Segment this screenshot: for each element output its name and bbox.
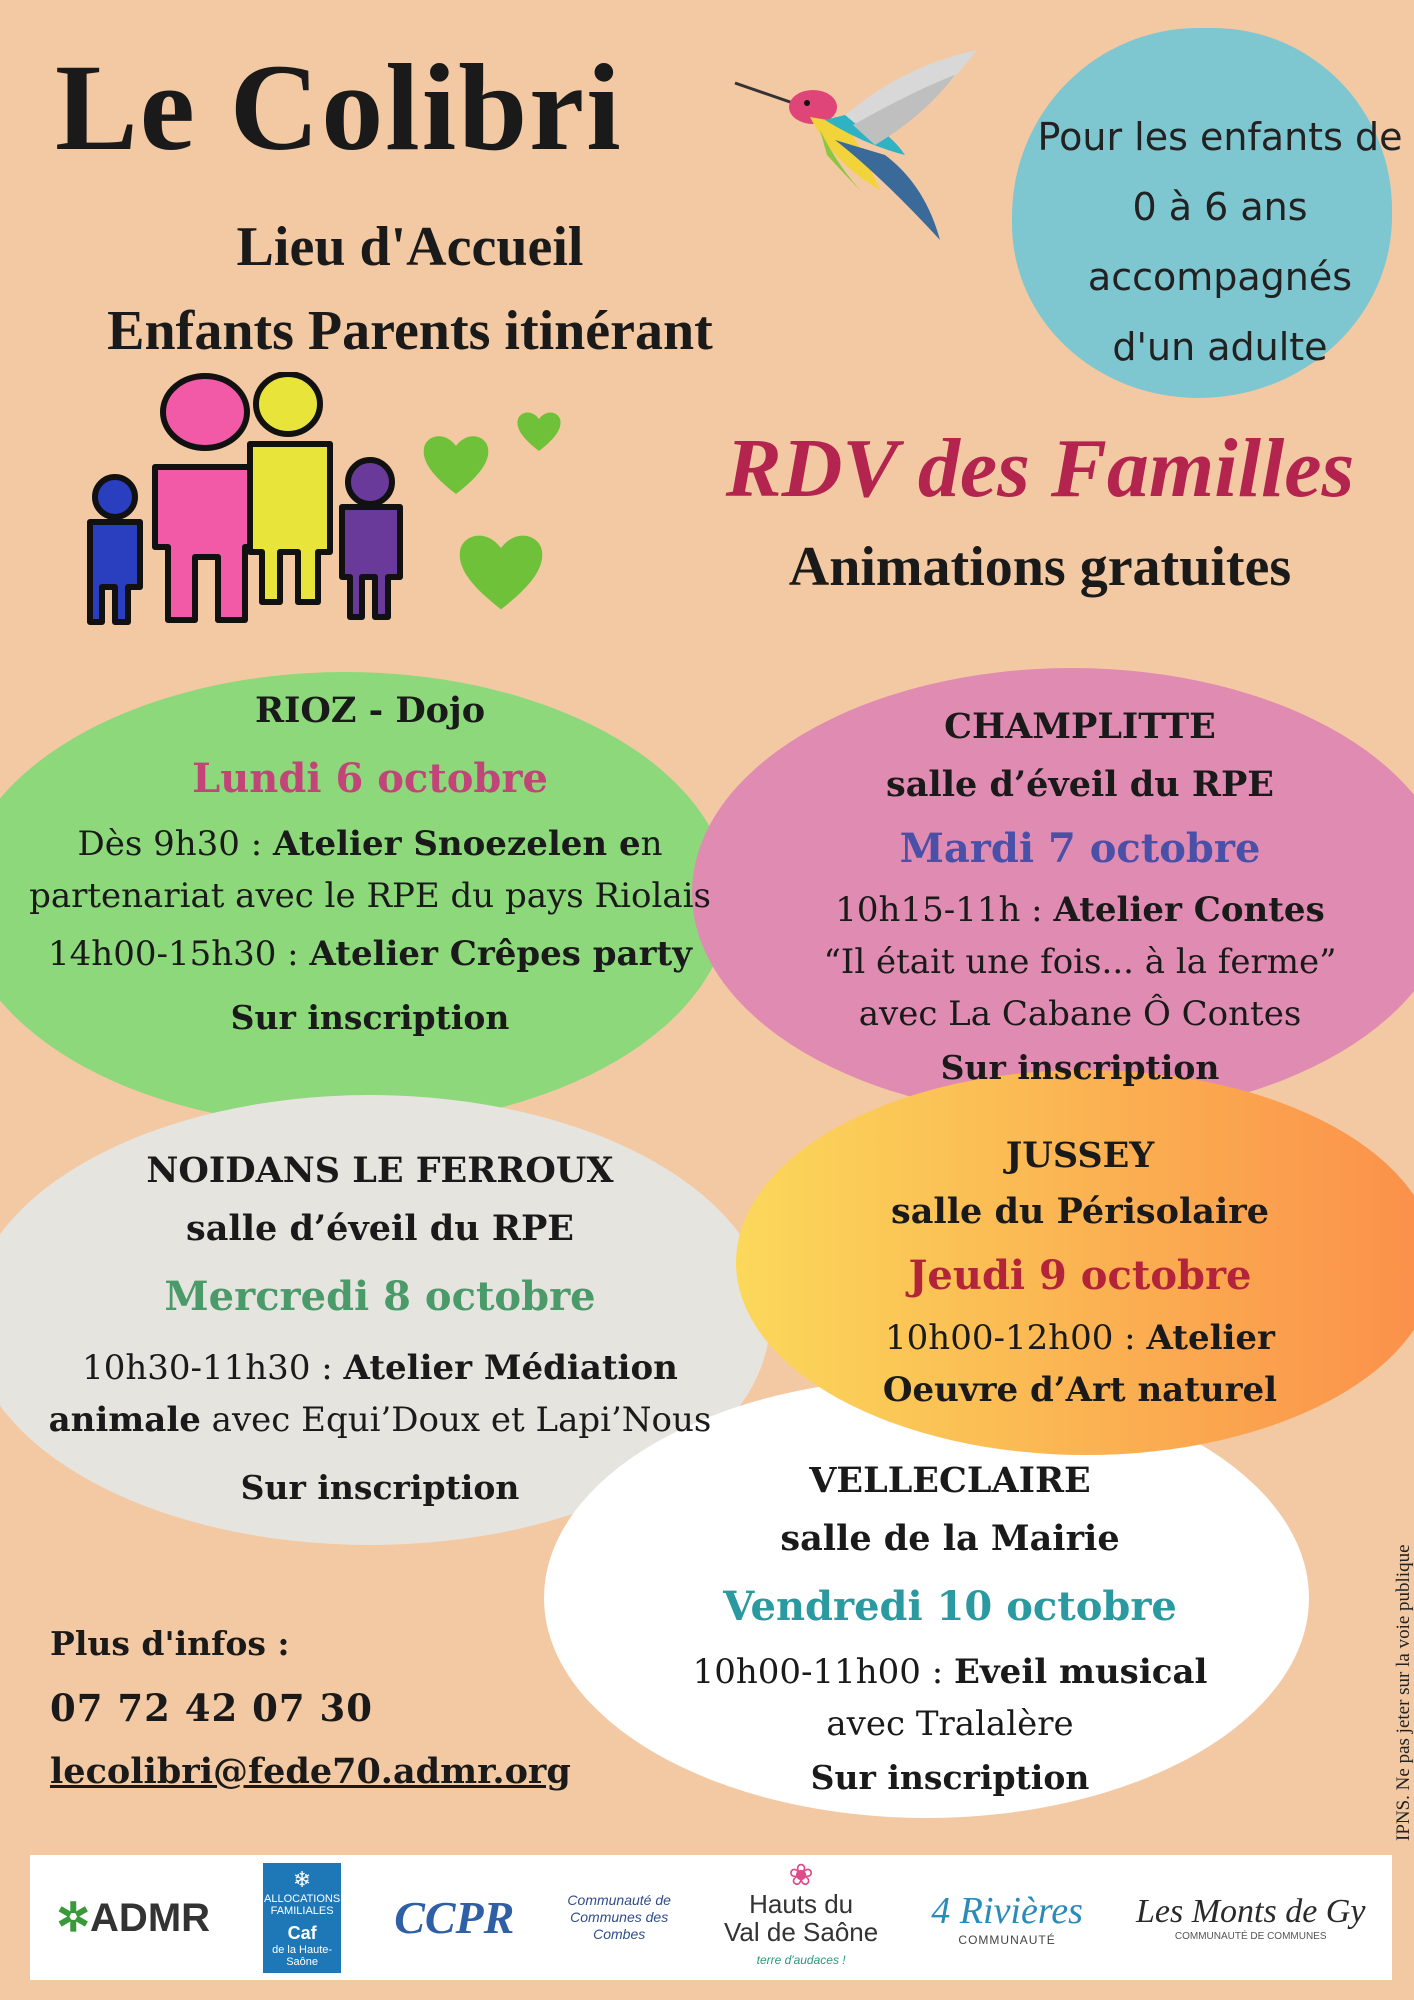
- session-champlitte: [700, 698, 1414, 1096]
- session-place: NOIDANS LE FERROUX: [146, 1150, 614, 1191]
- session-date: Mardi 7 octobre: [899, 825, 1261, 872]
- session-line: [0, 1342, 760, 1394]
- session-text: n: [640, 824, 663, 864]
- caf-sub-text: de la Haute-Saône: [272, 1944, 333, 1968]
- combes-line-2: Communes des: [570, 1909, 669, 1925]
- hvs-line-1: Hauts du: [749, 1888, 854, 1919]
- combes-logo: [567, 1892, 671, 1943]
- heart-icon: [455, 525, 547, 617]
- audience-line-1: Pour les enfants de: [1037, 115, 1403, 159]
- session-text: avec Equi’Doux et Lapi’Nous: [200, 1400, 712, 1440]
- session-line: avec La Cabane Ô Contes: [858, 994, 1302, 1034]
- caf-top-text: ALLOCATIONS FAMILIALES: [264, 1893, 341, 1917]
- session-rioz: [0, 682, 740, 1050]
- session-jussey: [760, 1128, 1400, 1416]
- heart-icon: [420, 430, 492, 498]
- registration-note: Sur inscription: [240, 1468, 520, 1507]
- ccpr-logo: [394, 1891, 514, 1944]
- admr-logo-text: ADMR: [90, 1895, 211, 1940]
- combes-line-3: Combes: [593, 1926, 646, 1942]
- session-date: Vendredi 10 octobre: [723, 1583, 1177, 1630]
- quatre-rivieres-name: 4 Rivières: [931, 1889, 1083, 1932]
- session-line: [0, 818, 740, 870]
- admr-logo: [57, 1895, 211, 1941]
- session-venue: salle d’éveil du RPE: [886, 764, 1274, 805]
- family-drawing: [70, 372, 450, 627]
- session-line: [570, 1646, 1330, 1698]
- quatre-rivieres-sub: COMMUNAUTÉ: [958, 1932, 1056, 1947]
- contact-label: Plus d'infos :: [50, 1624, 290, 1663]
- session-activity: Atelier: [1146, 1318, 1275, 1358]
- contact-phone[interactable]: 07 72 42 07 30: [50, 1686, 373, 1730]
- session-time: 10h00-12h00 :: [885, 1318, 1147, 1358]
- contact-email-link[interactable]: lecolibri@fede70.admr.org: [50, 1751, 571, 1792]
- session-venue: salle du Périsolaire: [891, 1191, 1269, 1232]
- partner-logos-bar: [30, 1855, 1392, 1980]
- session-line: [700, 884, 1414, 936]
- session-velleclaire: [570, 1452, 1330, 1806]
- hauts-val-de-saone-logo: [724, 1858, 879, 1974]
- subtitle-line-2: Enfants Parents itinérant: [107, 300, 713, 362]
- monts-de-gy-sub: COMMUNAUTÉ DE COMMUNES: [1174, 1931, 1327, 1942]
- hvs-tagline: terre d'audaces !: [756, 1952, 846, 1967]
- poster-subtitle: [30, 205, 790, 373]
- session-date: Mercredi 8 octobre: [164, 1273, 596, 1320]
- session-activity: Eveil musical: [954, 1652, 1208, 1692]
- ccpr-logo-text: CCPR: [394, 1892, 515, 1943]
- admr-figure-icon: ✲: [56, 1895, 91, 1940]
- session-line: [760, 1312, 1400, 1364]
- session-line: [0, 928, 740, 980]
- hummingbird-illustration: [715, 45, 980, 255]
- poster-title: Le Colibri: [55, 39, 623, 176]
- audience-text: [1035, 102, 1405, 382]
- hvs-line-2: Val de Saône: [724, 1916, 879, 1947]
- audience-line-2: 0 à 6 ans: [1132, 185, 1308, 229]
- event-subheading: Animations gratuites: [788, 536, 1292, 598]
- subtitle-line-1: Lieu d'Accueil: [236, 216, 584, 278]
- session-line: partenariat avec le RPE du pays Riolais: [29, 876, 711, 916]
- session-date: Lundi 6 octobre: [192, 755, 548, 802]
- session-time: Dès 9h30 :: [77, 824, 273, 864]
- session-place: CHAMPLITTE: [944, 706, 1216, 747]
- snowflake-icon: ❄: [292, 1867, 312, 1892]
- session-place: VELLECLAIRE: [809, 1460, 1091, 1501]
- session-place: JUSSEY: [1005, 1135, 1155, 1176]
- heart-icon: [515, 405, 563, 457]
- ipns-note-text: IPNS. Ne pas jeter sur la voie publique: [1393, 1544, 1414, 1841]
- session-line: avec Tralalère: [826, 1704, 1074, 1744]
- session-line: “Il était une fois... à la ferme”: [823, 942, 1337, 982]
- session-line: [0, 1394, 760, 1446]
- session-activity: animale: [48, 1400, 201, 1440]
- registration-note: Sur inscription: [940, 1048, 1220, 1087]
- session-activity: Atelier Médiation: [343, 1348, 678, 1388]
- monts-de-gy-name: Les Monts de Gy: [1135, 1893, 1366, 1930]
- quatre-rivieres-logo: [931, 1889, 1083, 1947]
- session-venue: salle de la Mairie: [780, 1518, 1120, 1559]
- session-place: RIOZ - Dojo: [254, 690, 486, 731]
- audience-line-4: d'un adulte: [1112, 325, 1328, 369]
- caf-name-text: Caf: [287, 1923, 317, 1943]
- butterfly-icon: ❀: [788, 1858, 814, 1892]
- session-activity: Atelier Contes: [1053, 890, 1325, 930]
- registration-note: Sur inscription: [810, 1758, 1090, 1797]
- session-date: Jeudi 9 octobre: [908, 1252, 1252, 1299]
- monts-de-gy-logo: [1136, 1893, 1365, 1942]
- ipns-note: [1385, 1483, 1414, 1843]
- audience-line-3: accompagnés: [1087, 255, 1353, 299]
- session-activity: Atelier Crêpes party: [309, 934, 692, 974]
- event-heading: RDV des Familles: [725, 422, 1355, 515]
- session-activity: Oeuvre d’Art naturel: [882, 1370, 1278, 1410]
- contact-info: [50, 1612, 570, 1804]
- session-time: 10h30-11h30 :: [82, 1348, 344, 1388]
- session-time: 10h15-11h :: [835, 890, 1054, 930]
- session-line: [760, 1364, 1400, 1416]
- session-venue: salle d’éveil du RPE: [186, 1208, 574, 1249]
- session-activity: Atelier Snoezelen e: [273, 824, 641, 864]
- session-time: 10h00-11h00 :: [692, 1652, 955, 1692]
- combes-line-1: Communauté de: [567, 1892, 671, 1908]
- registration-note: Sur inscription: [230, 998, 510, 1037]
- caf-logo: [263, 1863, 341, 1973]
- session-time: 14h00-15h30 :: [48, 934, 310, 974]
